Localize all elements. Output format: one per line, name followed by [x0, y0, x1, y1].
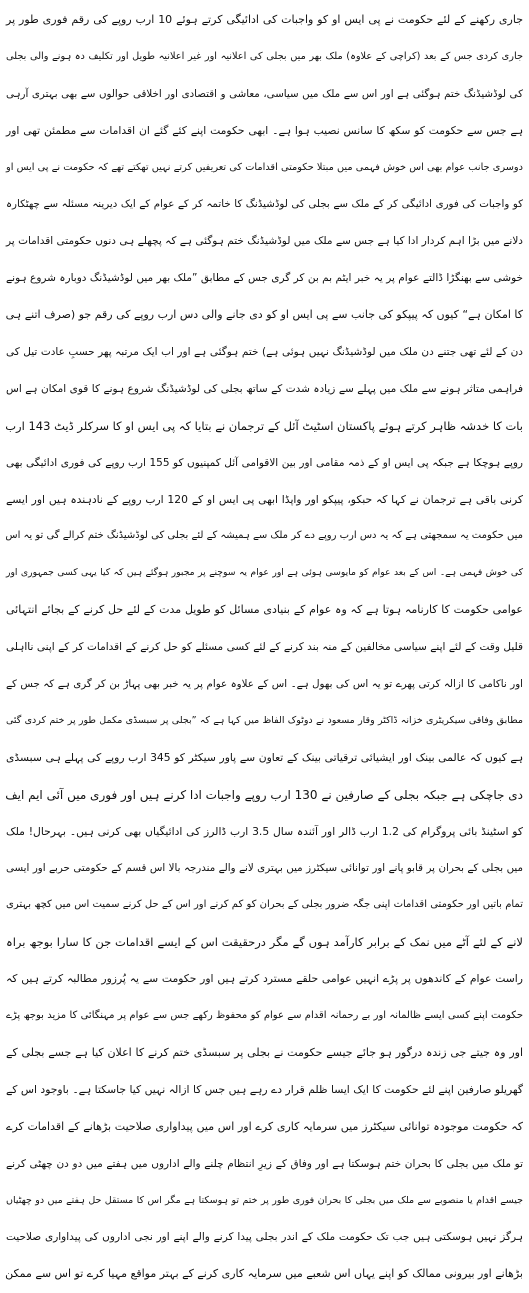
article-line: کی خوش فہمی ہے۔ اس کے بعد عوام کو مایوسی ہوئی ہے اور عوام یہ سوچنے پر مجبور ہوگئے ہیں کہ کیا یہی کسی جمہوری اور: [6, 567, 523, 579]
article-line: گھریلو صارفین اپنے لئے حکومت کا ایک ایسا ظلم قرار دے رہے ہیں جس کا ازالہ نہیں کیا جاسکتا ہے۔ باوجود اس کے: [6, 1082, 523, 1096]
article-line: کرنی باقی ہے ترجمان نے کہا کہ حبکو، پیپکو اور واپڈا ابھی پی ایس او کے 120 ارب روپے کے نادہندہ ہیں اور ایسے: [6, 492, 524, 506]
article-line: کا امکان ہے“ کیوں کہ پیپکو کی جانب سے پی ایس او کو دی جانے والی دس ارب روپے کی رقم جو (صرف اتنے ہی: [5, 308, 523, 322]
article-line: دی جاچکی ہے جبکہ بجلی کے صارفین نے 130 ارب روپے واجبات ادا کرنے ہیں اور فوری میں آئی ایم ایف: [5, 787, 523, 802]
article-line: جیسے اقدام یا منصوبے سے ملک میں بجلی کا بحران فوری طور پر ختم تو ہوسکتا ہے مگر اس کا مستقل حل ہفتے میں دو چھٹیاں: [6, 1194, 523, 1206]
article-line: حکومت اپنے کسی ایسے ظالمانہ اور بے رحمانہ اقدام سے عوام کو محفوظ رکھے جس سے عوام پر مہنگائی کا مزید بوجھ پڑے: [6, 1010, 523, 1022]
article-line: راست عوام کے کاندھوں پر پڑے انہیں عوامی حلقے مسترد کرتے ہیں اور حکومت سے یہ پُرزور مطالبہ کرتے ہیں کہ: [6, 972, 523, 986]
article-line: خوشی سے بھنگڑا ڈالتے عوام پر یہ خبر ایٹم بم بن کر گری جس کے مطابق ”ملک بھر میں لوڈشیڈنگ دوبارہ شروع ہونے: [6, 272, 523, 285]
article-line: اور ناکامی کا ازالہ کرتی پھرے تو یہ اس کی بھول ہے۔ اس کے علاوہ عوام پر یہ خبر بھی پہاڑ بن کر گری ہے کہ جس کے: [6, 678, 523, 691]
article-line: تو ملک میں بجلی کا بحران ختم ہوسکتا ہے اور وفاق کے زیرِ انتظام چلنے والے اداروں میں ہفتے میں دو دن چھٹی کرنے: [6, 1157, 523, 1170]
article-line: جاری کردی جس کے بعد (کراچی کے علاوہ) ملک بھر میں بجلی کی اعلانیہ اور غیر اعلانیہ طویل اور تکلیف دہ ہونے والی بجلی: [6, 50, 523, 62]
article-line: قلیل وقت کے لئے اپنے سیاسی مخالفین کے منہ بند کرنے کے لئے کسی مسئلے کو حل کرنے کے اقدامات کر کے اپنی نااہلی: [6, 641, 523, 654]
article-line: کہ حکومت موجودہ توانائی سیکٹرز میں سرمایہ کاری کرے اور اس میں پیداواری صلاحیت بڑھانے کے اقدامات کرے: [6, 1119, 523, 1133]
article-line: دن کے لئے تھی جتنے دن ملک میں لوڈشیڈنگ نہیں ہوئی ہے) ختم ہوگئی ہے اور اب ایک مرتبہ پھر حسبِ عادت تیل کی: [6, 346, 523, 359]
article-line: کو واجبات کی فوری ادائیگی کر کے ملک سے بجلی کی لوڈشیڈنگ کا خاتمہ کر کے عوام کے ایک دیرینہ مسئلہ سے چھٹکارہ: [6, 198, 523, 211]
article-line: روپے ہوچکا ہے جبکہ پی ایس او کے ذمہ مقامی اور بین الاقوامی آئل کمپنیوں کو 155 ارب روپے کی فوری ادائیگی بھی: [6, 456, 524, 469]
article-line: ہرگز نہیں ہوسکتی ہیں جب تک حکومت ملک کے اندر بجلی پیدا کرنے والے اپنے اور نجی اداروں کی پیداواری صلاحیت: [6, 1231, 523, 1244]
article-line: بڑھانے اور بیرونی ممالک کو اپنے یہاں اس شعبے میں سرمایہ کاری کرنے کے بہتر مواقع مہیا کرے تو اس سے ممکن: [5, 1267, 523, 1281]
article-line: لانے کے لئے آٹے میں نمک کے برابر کارآمد ہوں گے مگر درحقیقت اس کے ایسے اقدامات جن کا سارا بوجھ براہ: [6, 935, 523, 950]
article-line: ہے جس سے حکومت کو سکھ کا سانس نصیب ہوا ہے۔ ابھی حکومت اپنے کئے گئے ان اقدامات سے مطمئن تھی اور: [6, 123, 523, 137]
article-line: دلانے میں بڑا اہم کردار ادا کیا ہے جس سے ملک میں لوڈشیڈنگ ختم ہوگئی ہے کہ پچھلے ہی دنوں حکومتی اقدامات پر: [6, 235, 523, 248]
article-line: جاری رکھنے کے لئے حکومت نے پی ایس او کو واجبات کی ادائیگی کرتے ہوئے 10 ارب روپے کی رقم فوری طور پر: [6, 13, 523, 26]
article-line: ہے کیوں کہ عالمی بینک اور ایشیائی ترقیاتی بینک کے تعاون سے پاور سیکٹر کو 345 ارب روپے کی پہلے ہی سبسڈی: [6, 750, 524, 764]
article-line: مطابق وفاقی سیکریٹری خزانہ ڈاکٹر وقار مسعود نے دوٹوک الفاظ میں کہا ہے کہ ”بجلی پر سبسڈی مکمل طور پر ختم کردی گئی: [6, 714, 523, 726]
article-line: دوسری جانب عوام بھی اس خوش فہمی میں مبتلا حکومتی اقدامات کی تعریفیں کرتے نہیں تھکتے تھے کہ حکومت نے پی ایس او: [6, 161, 523, 173]
article-line: بات کا خدشہ ظاہر کرتے ہوئے پاکستان اسٹیٹ آئل کے ترجمان نے بتایا کہ پی ایس او کا سرکلر ڈیٹ 143 ارب: [5, 418, 523, 433]
article-line: میں بجلی کے بحران پر قابو پانے اور توانائی سیکٹرز میں بہتری لانے والے مندرجہ بالا اس قسم کے حکومتی حربے اور ایسی: [6, 862, 523, 875]
article-line: کی لوڈشیڈنگ ختم ہوگئی ہے اور اس سے ملک میں سیاسی، معاشی و اقتصادی اور اخلاقی حوالوں سے بھی بہتری آرہی: [6, 87, 523, 100]
article-line: فراہمی متاثر ہونے سے ملک میں پہلے سے زیادہ شدت کے ساتھ بجلی کی لوڈشیڈنگ شروع ہونے کا قوی امکان ہے اس: [6, 382, 523, 395]
article-line: کو اسٹینڈ بائی پروگرام کی 1.2 ارب ڈالر اور آئندہ سال 3.5 ارب ڈالرز کی ادائیگیاں بھی کرنی ہیں۔ بہرحال! ملک: [6, 824, 523, 838]
article-line: عوامی حکومت کا کارنامہ ہوتا ہے کہ وہ عوام کے بنیادی مسائل کو طویل مدت کے لئے حل کرنے کے بجائے انتہائی: [6, 603, 523, 617]
article-line: اور وہ جیتے جی زندہ درگور ہو جائے جیسے حکومت نے بجلی پر سبسڈی ختم کرنے کا اعلان کیا ہے جسے بجلی کے: [6, 1045, 523, 1059]
article-line: میں حکومت یہ سمجھتی ہے کہ یہ دس ارب روپے دے کر ملک سے ہمیشہ کے لئے بجلی کی لوڈشیڈنگ ختم کرالے گی تو یہ اس: [5, 530, 523, 542]
article-line: تمام باتیں اور حکومتی اقدامات اپنی جگہ ضرور بجلی کے بحران کو کم کرنے اور اس کے حل کرنے سمیت اس میں کچھ بہتری: [6, 899, 523, 911]
